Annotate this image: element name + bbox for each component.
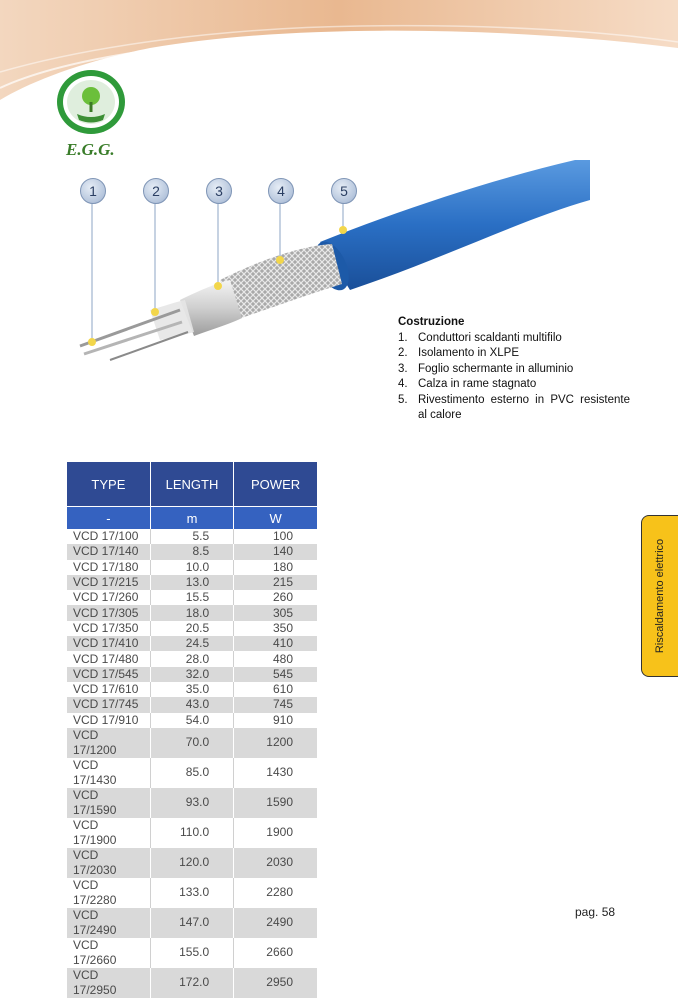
cell-type: VCD 17/2950 xyxy=(67,968,150,998)
item-number: 3. xyxy=(398,362,408,375)
callout-3: 3 xyxy=(206,178,232,204)
table-row xyxy=(67,605,317,620)
construction-item xyxy=(398,346,630,362)
cell-power: 140 xyxy=(234,544,317,559)
cell-length: 110.0 xyxy=(150,818,233,848)
cell-length: 133.0 xyxy=(150,878,233,908)
item-text: Isolamento in XLPE xyxy=(418,347,520,359)
table-row xyxy=(67,938,317,968)
item-text: Rivestimento esterno in PVC resistente al calore xyxy=(418,393,630,421)
cell-type: VCD 17/180 xyxy=(67,560,150,575)
construction-item xyxy=(398,362,630,378)
cell-power: 100 xyxy=(234,529,317,544)
cell-type: VCD 17/140 xyxy=(67,544,150,559)
cell-type: VCD 17/2490 xyxy=(67,908,150,938)
table-row xyxy=(67,651,317,666)
construction-title: Costruzione xyxy=(398,316,465,328)
cell-type: VCD 17/350 xyxy=(67,621,150,636)
cell-power: 480 xyxy=(234,651,317,666)
cell-type: VCD 17/2030 xyxy=(67,848,150,878)
cell-length: 24.5 xyxy=(150,636,233,651)
cell-length: 120.0 xyxy=(150,848,233,878)
spec-table xyxy=(67,462,317,998)
cell-type: VCD 17/410 xyxy=(67,636,150,651)
table-row xyxy=(67,758,317,788)
cell-power: 2950 xyxy=(234,968,317,998)
item-text: Foglio schermante in alluminio xyxy=(418,362,574,375)
header-type: TYPE xyxy=(67,462,150,507)
cell-type: VCD 17/215 xyxy=(67,575,150,590)
header-length: LENGTH xyxy=(150,462,233,507)
item-number: 2. xyxy=(398,347,408,359)
header-power: POWER xyxy=(234,462,317,507)
egg-logo xyxy=(55,68,127,136)
table-row xyxy=(67,636,317,651)
cell-power: 215 xyxy=(234,575,317,590)
cell-type: VCD 17/910 xyxy=(67,713,150,728)
logo-text: E.G.G. xyxy=(66,140,115,159)
construction-item xyxy=(398,393,630,424)
cell-power: 350 xyxy=(234,621,317,636)
table-row xyxy=(67,560,317,575)
construction-item xyxy=(398,377,630,393)
table-row xyxy=(67,590,317,605)
cell-power: 1590 xyxy=(234,788,317,818)
table-row xyxy=(67,788,317,818)
cell-length: 155.0 xyxy=(150,938,233,968)
cell-type: VCD 17/100 xyxy=(67,529,150,544)
cell-length: 147.0 xyxy=(150,908,233,938)
unit-type: - xyxy=(67,507,150,530)
callout-2: 2 xyxy=(143,178,169,204)
cell-power: 2490 xyxy=(234,908,317,938)
cell-type: VCD 17/610 xyxy=(67,682,150,697)
cell-type: VCD 17/545 xyxy=(67,667,150,682)
cell-length: 5.5 xyxy=(150,529,233,544)
table-row xyxy=(67,908,317,938)
item-text: Calza in rame stagnato xyxy=(418,378,537,390)
item-number: 1. xyxy=(398,331,408,344)
item-number: 4. xyxy=(398,378,408,390)
callout-4: 4 xyxy=(268,178,294,204)
table-row xyxy=(67,968,317,998)
cell-power: 910 xyxy=(234,713,317,728)
side-tab-label: Riscaldamento elettrico xyxy=(654,538,666,654)
cell-length: 32.0 xyxy=(150,667,233,682)
cell-type: VCD 17/1200 xyxy=(67,728,150,758)
cell-power: 2660 xyxy=(234,938,317,968)
cell-type: VCD 17/1430 xyxy=(67,758,150,788)
cell-power: 745 xyxy=(234,697,317,712)
cell-length: 28.0 xyxy=(150,651,233,666)
callout-5: 5 xyxy=(331,178,357,204)
table-row xyxy=(67,697,317,712)
cell-length: 43.0 xyxy=(150,697,233,712)
table-row xyxy=(67,575,317,590)
cell-power: 260 xyxy=(234,590,317,605)
cell-power: 1200 xyxy=(234,728,317,758)
cell-power: 545 xyxy=(234,667,317,682)
table-row xyxy=(67,848,317,878)
item-text: Conduttori scaldanti multifilo xyxy=(418,331,562,344)
table-row xyxy=(67,544,317,559)
spec-table-container xyxy=(67,462,317,998)
table-row xyxy=(67,713,317,728)
cell-type: VCD 17/1900 xyxy=(67,818,150,848)
cell-length: 85.0 xyxy=(150,758,233,788)
table-row xyxy=(67,667,317,682)
cell-length: 54.0 xyxy=(150,713,233,728)
cell-length: 35.0 xyxy=(150,682,233,697)
section-side-tab xyxy=(641,515,678,677)
construction-legend xyxy=(398,315,630,424)
cell-length: 172.0 xyxy=(150,968,233,998)
page-number: pag. 58 xyxy=(575,905,616,919)
cell-length: 13.0 xyxy=(150,575,233,590)
cell-length: 93.0 xyxy=(150,788,233,818)
cell-length: 10.0 xyxy=(150,560,233,575)
units-row xyxy=(67,507,317,530)
table-row xyxy=(67,529,317,544)
cell-power: 610 xyxy=(234,682,317,697)
table-row xyxy=(67,728,317,758)
cell-power: 2030 xyxy=(234,848,317,878)
cell-power: 410 xyxy=(234,636,317,651)
cell-type: VCD 17/1590 xyxy=(67,788,150,818)
cell-type: VCD 17/2660 xyxy=(67,938,150,968)
callout-1: 1 xyxy=(80,178,106,204)
table-body xyxy=(67,529,317,998)
cell-power: 180 xyxy=(234,560,317,575)
cell-length: 70.0 xyxy=(150,728,233,758)
construction-item xyxy=(398,331,630,347)
table-row xyxy=(67,682,317,697)
cell-power: 1430 xyxy=(234,758,317,788)
unit-length: m xyxy=(150,507,233,530)
cell-length: 8.5 xyxy=(150,544,233,559)
cell-type: VCD 17/745 xyxy=(67,697,150,712)
cell-type: VCD 17/2280 xyxy=(67,878,150,908)
table-row xyxy=(67,621,317,636)
header-row xyxy=(67,462,317,507)
construction-list xyxy=(398,331,630,424)
cell-length: 15.5 xyxy=(150,590,233,605)
cell-power: 2280 xyxy=(234,878,317,908)
cell-length: 18.0 xyxy=(150,605,233,620)
cell-power: 1900 xyxy=(234,818,317,848)
table-row xyxy=(67,818,317,848)
unit-power: W xyxy=(234,507,317,530)
table-row xyxy=(67,878,317,908)
cell-type: VCD 17/480 xyxy=(67,651,150,666)
cell-length: 20.5 xyxy=(150,621,233,636)
cell-type: VCD 17/305 xyxy=(67,605,150,620)
item-number: 5. xyxy=(398,393,408,406)
cell-type: VCD 17/260 xyxy=(67,590,150,605)
cell-power: 305 xyxy=(234,605,317,620)
